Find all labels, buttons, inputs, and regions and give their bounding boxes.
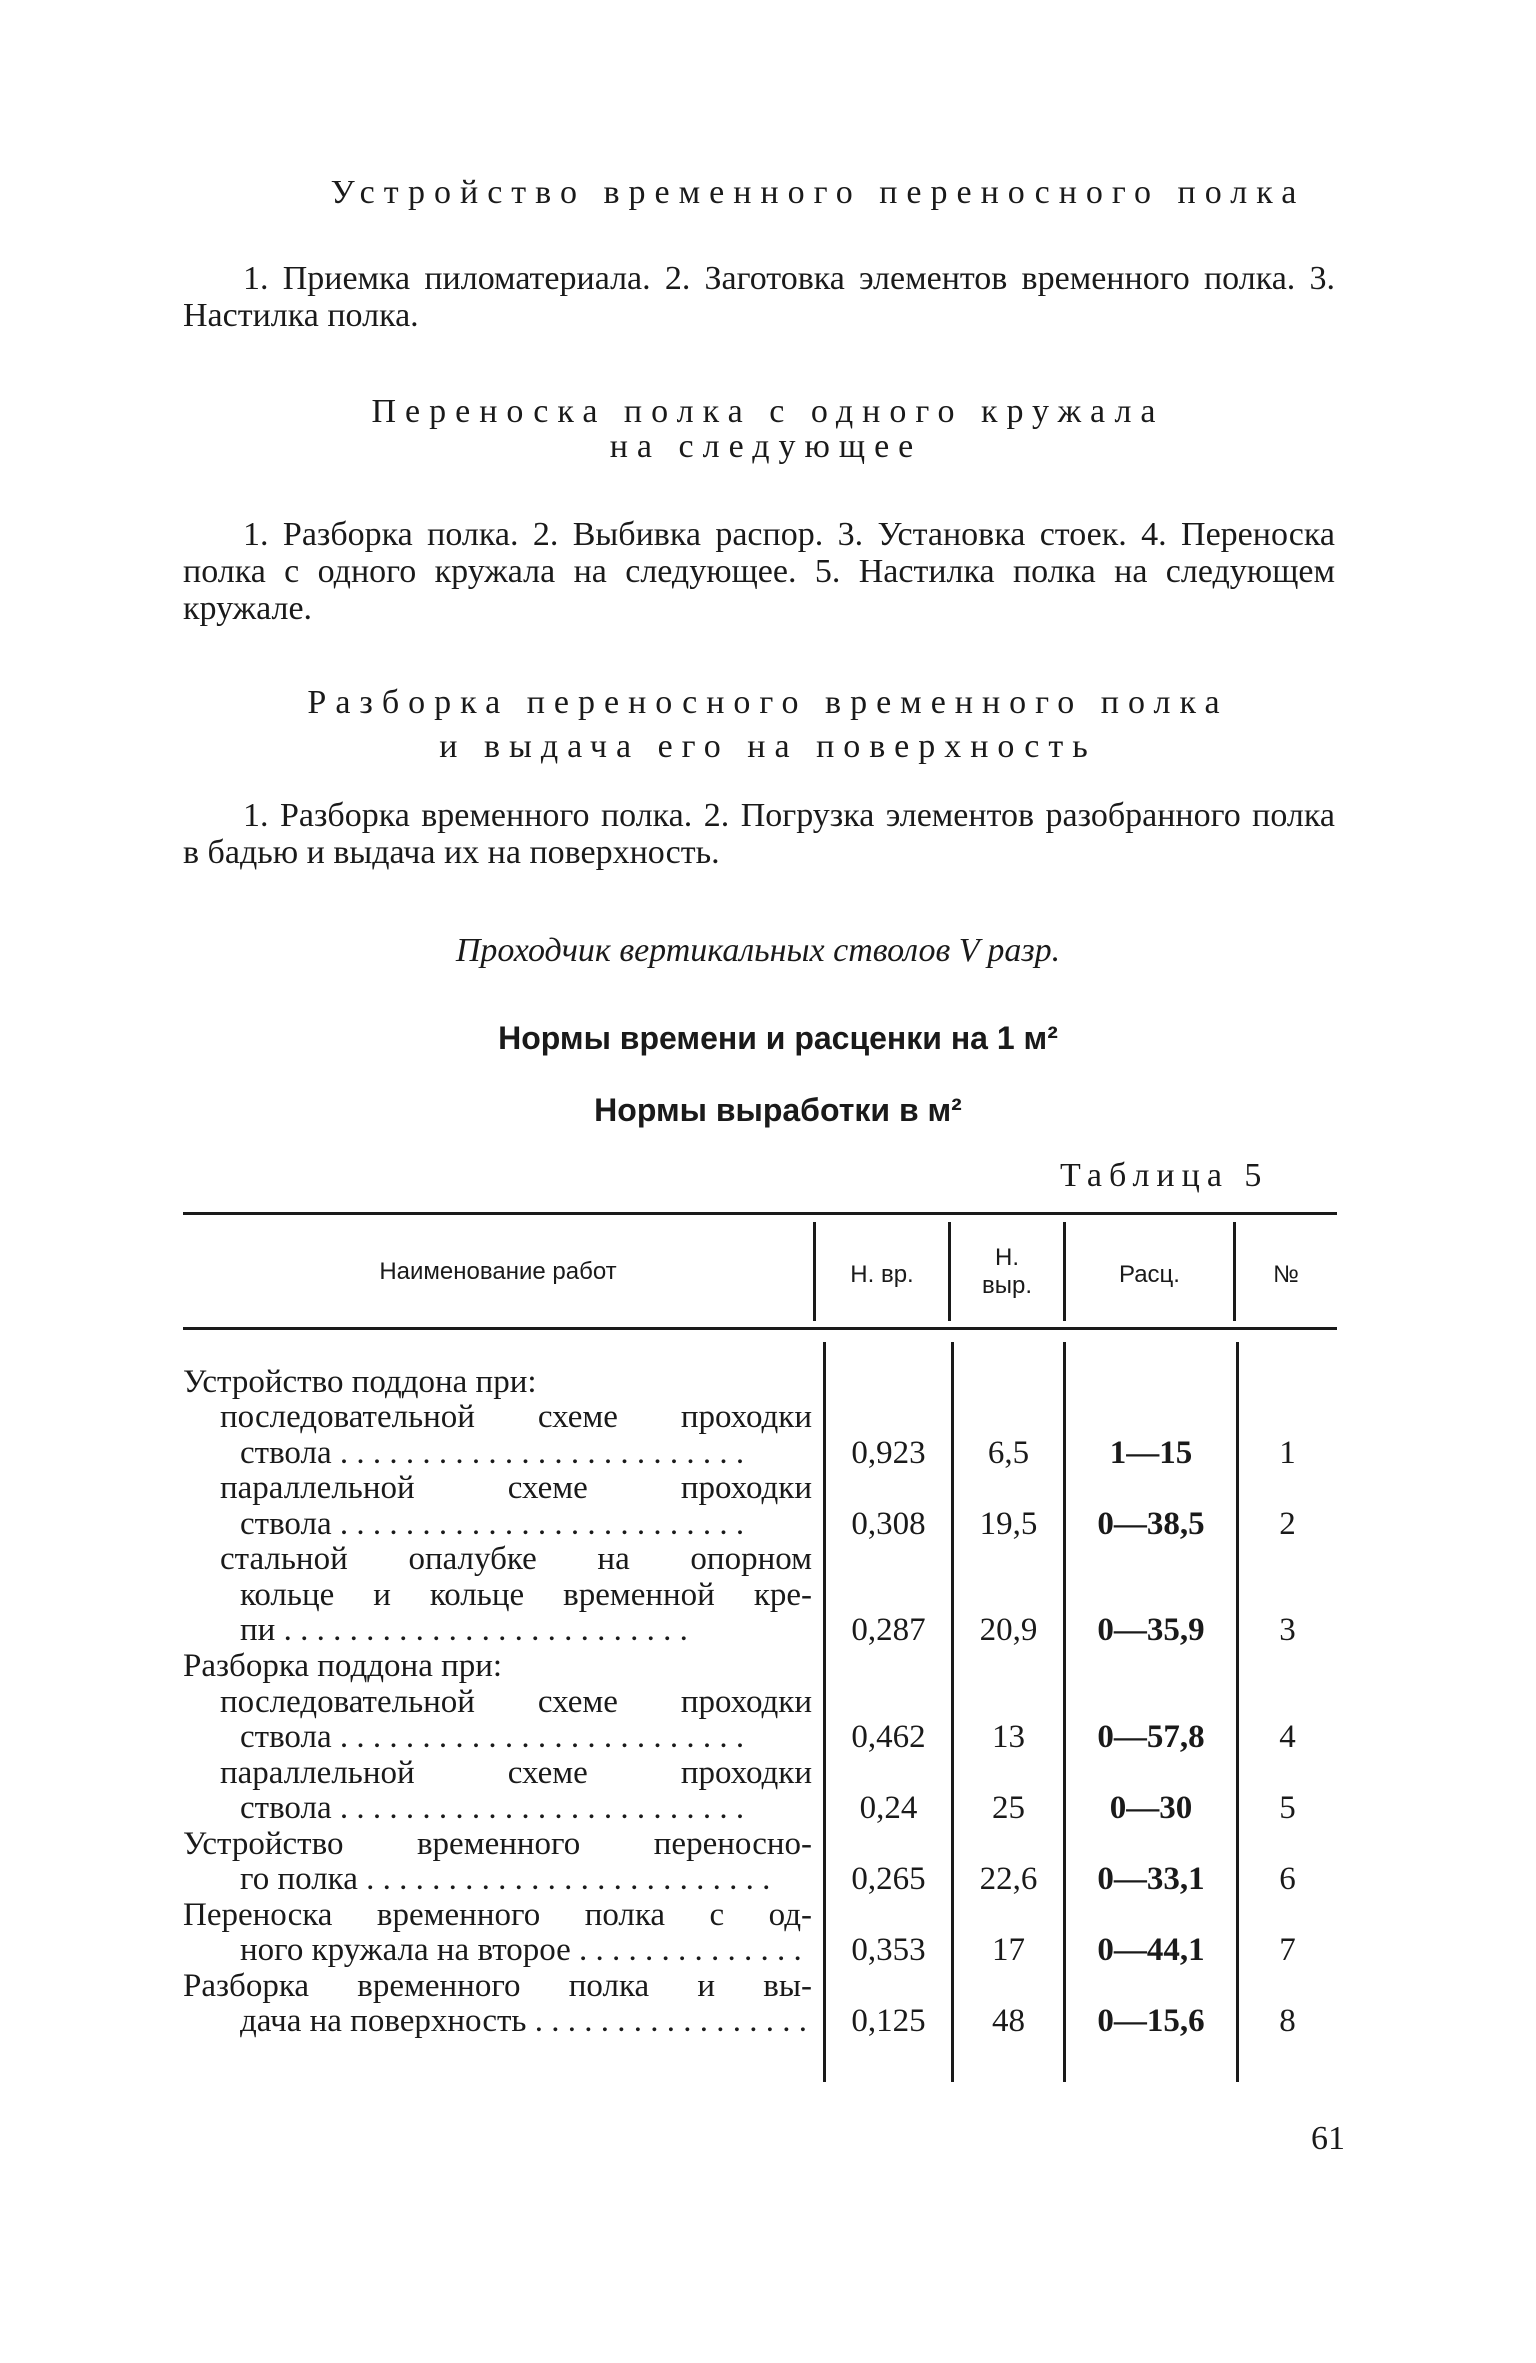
work-name-line: последовательной схеме проходки [220,1684,812,1720]
nvr-cell: 0,462 [851,1719,926,1755]
section-body-2: 1. Разборка полка. 2. Выбивка распор. 3. Установка стоек. 4. Переноска полка с одного кружала на следующее. 5. Настилка полка на следующем кружале. [183,516,1335,627]
nvyr-cell: 6,5 [987,1435,1030,1471]
col-header-nvyr-1: Н. [995,1244,1019,1271]
nvr-cell: 0,353 [851,1932,926,1968]
work-name-line: Переноска временного полка с од- [183,1897,812,1933]
rasc-cell: 0—38,5 [1097,1506,1205,1542]
norms-heading-output: Нормы выработки в м² [594,1092,962,1128]
nvyr-cell: 17 [992,1932,1025,1968]
norms-heading-time: Нормы времени и расценки на 1 м² [498,1020,1058,1056]
num-cell: 2 [1279,1506,1296,1542]
work-name-line: ствола . . . [240,1435,812,1472]
work-name-line: дача на поверхность . . . [240,2003,812,2040]
nvyr-cell: 25 [992,1790,1025,1826]
table-top-rule [183,1212,1337,1215]
section-heading-2b: на следующее [609,428,923,465]
num-cell: 3 [1279,1612,1296,1648]
nvyr-cell: 19,5 [979,1506,1038,1542]
work-name-line: параллельной схеме проходки [220,1755,812,1791]
nvyr-cell: 22,6 [979,1861,1038,1897]
section-heading-1: Устройство временного переносного полка [330,174,1306,211]
nvyr-cell: 48 [992,2003,1025,2039]
table-header-rule [183,1327,1337,1330]
work-name-line: ствола . . . [240,1506,812,1543]
num-cell: 8 [1279,2003,1296,2039]
work-name-line: го полка . . . [240,1861,812,1898]
col-divider [948,1222,951,1321]
rasc-cell: 1—15 [1109,1435,1193,1471]
section-heading-3a: Разборка переносного временного полка [307,684,1229,721]
section-heading-3b: и выдача его на поверхность [439,728,1097,765]
work-name-line: Разборка временного полка и вы- [183,1968,812,2004]
work-name-line: Устройство временного переносно- [183,1826,812,1862]
col-header-nvr: Н. вр. [850,1261,914,1288]
work-name-line: ного кружала на второе . . . [240,1932,812,1969]
nvr-cell: 0,287 [851,1612,926,1648]
work-name-line: последовательной схеме проходки [220,1399,812,1435]
num-cell: 1 [1279,1435,1296,1471]
num-cell: 7 [1279,1932,1296,1968]
rasc-cell: 0—30 [1109,1790,1193,1826]
work-name-line: Разборка поддона при: [183,1648,503,1684]
nvyr-cell: 13 [992,1719,1025,1755]
col-header-num: № [1273,1261,1299,1288]
rasc-cell: 0—57,8 [1097,1719,1205,1755]
section-body-1: 1. Приемка пиломатериала. 2. Заготовка элементов временного полка. 3. Настилка полка. [183,260,1335,334]
page-number: 61 [1311,2120,1345,2157]
nvr-cell: 0,923 [851,1435,926,1471]
rasc-cell: 0—15,6 [1097,2003,1205,2039]
nvyr-cell: 20,9 [979,1612,1038,1648]
rasc-cell: 0—35,9 [1097,1612,1205,1648]
work-name-line: параллельной схеме проходки [220,1470,812,1506]
nvr-cell: 0,24 [859,1790,918,1826]
section-body-3: 1. Разборка временного полка. 2. Погрузка элементов разобранного полка в бадью и выдача их на поверхность. [183,797,1335,871]
num-cell: 4 [1279,1719,1296,1755]
work-name-line: кольце и кольце временной кре- [240,1577,812,1613]
num-cell: 6 [1279,1861,1296,1897]
col-header-rasc: Расц. [1119,1261,1180,1288]
work-name-line: стальной опалубке на опорном [220,1541,812,1577]
nvr-cell: 0,308 [851,1506,926,1542]
worker-title: Проходчик вертикальных стволов V разр. [455,932,1061,969]
work-name-line: пи . . . [240,1612,812,1649]
work-name-line: ствола . . . [240,1790,812,1827]
col-header-name: Наименование работ [379,1258,617,1285]
num-cell: 5 [1279,1790,1296,1826]
rasc-cell: 0—44,1 [1097,1932,1205,1968]
work-name-line: ствола . . . [240,1719,812,1756]
section-heading-2a: Переноска полка с одного кружала [371,393,1165,430]
nvr-cell: 0,265 [851,1861,926,1897]
table-label: Таблица 5 [1060,1157,1269,1194]
work-name-line: Устройство поддона при: [183,1364,537,1400]
col-header-nvyr-2: выр. [981,1272,1032,1299]
nvr-cell: 0,125 [851,2003,926,2039]
rasc-cell: 0—33,1 [1097,1861,1205,1897]
